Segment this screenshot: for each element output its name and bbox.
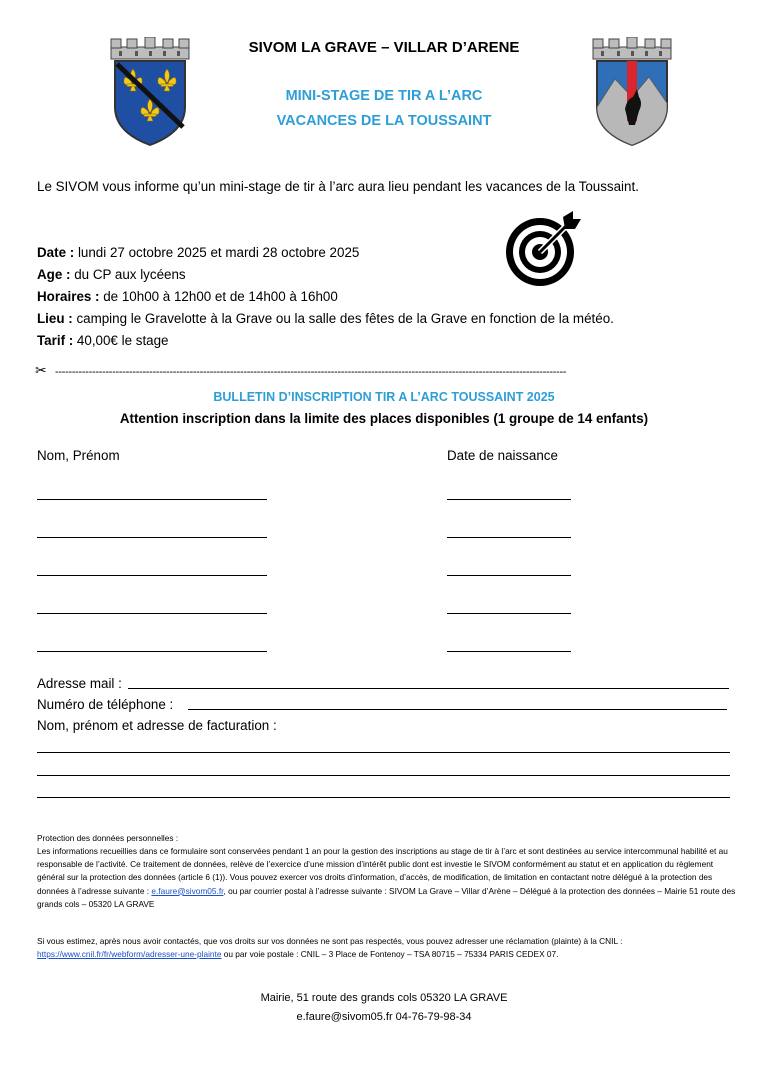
intro-text: Le SIVOM vous informe qu’un mini-stage de tir à l’arc aura lieu pendant les vacances de la Toussaint. — [37, 179, 639, 194]
privacy-email-link[interactable]: e.faure@sivom05.fr — [151, 885, 224, 896]
billing-field-1[interactable] — [37, 752, 730, 753]
coat-of-arms-right — [587, 37, 677, 147]
birth-field-4[interactable] — [447, 613, 571, 614]
birth-field-1[interactable] — [447, 499, 571, 500]
phone-field[interactable] — [188, 709, 727, 710]
name-field-5[interactable] — [37, 651, 267, 652]
detail-hours: Horaires : de 10h00 à 12h00 et de 14h00 à 16h00 — [37, 289, 338, 304]
billing-label: Nom, prénom et adresse de facturation : — [37, 718, 277, 733]
footer-address: Mairie, 51 route des grands cols 05320 LA GRAVE — [260, 992, 508, 1004]
email-field[interactable] — [128, 688, 729, 689]
detail-age: Age : du CP aux lycéens — [37, 267, 186, 282]
name-field-2[interactable] — [37, 537, 267, 538]
detail-place: Lieu : camping le Gravelotte à la Grave ou la salle des fêtes de la Grave en fonction de la météo. — [37, 311, 614, 326]
stage-title: MINI-STAGE DE TIR A L’ARC — [285, 88, 483, 104]
name-field-3[interactable] — [37, 575, 267, 576]
organization-name: SIVOM LA GRAVE – VILLAR D’ARENE — [248, 39, 520, 56]
privacy-paragraph-1: Les informations recueillies dans ce formulaire sont conservées pendant 1 an pour la gestion des inscriptions au stage de tir à l’arc et sont destinées au service intercommunal habilité et au responsable de l’activité. Ce traitement de données, relève de l’exercice d’une mission d’intérêt public dont est investie le SIVOM conformément au statut et en application du règlement général sur la protection des données (article 6 (1)). Vous pouvez exercer vos droits d’information, d’accès, de modification, de limitation en contactant notre délégué à la protection des données à l’adresse suivante : e.faure@sivom05.fr, ou par courrier postal à l’adresse suivante : SIVOM La Grave – Villar d’Arène – Délégué à la protection des données – Mairie 51 route des grands cols – 05320 LA GRAVE — [37, 846, 736, 909]
column-birthdate-label: Date de naissance — [447, 448, 558, 463]
column-name-label: Nom, Prénom — [37, 448, 120, 463]
footer-contact: e.faure@sivom05.fr 04-76-79-98-34 — [296, 1011, 472, 1023]
cnil-complaint-link[interactable]: https://www.cnil.fr/fr/webform/adresser-une-plainte — [37, 949, 222, 960]
privacy-heading: Protection des données personnelles : — [37, 833, 179, 843]
billing-field-2[interactable] — [37, 775, 730, 776]
privacy-paragraph-2: Si vous estimez, après nous avoir contactés, que vos droits sur vos données ne sont pas respectés, vous pouvez adresser une réclamation (plainte) à la CNIL : https://www.cnil.fr/fr/webform/adresser-une-plainte ou par voie postale : CNIL – 3 Place de Fontenoy – TSA 80715 – 75334 PARIS CEDEX 07. — [37, 936, 623, 960]
detail-price: Tarif : 40,00€ le stage — [37, 333, 169, 348]
billing-field-3[interactable] — [37, 797, 730, 798]
cut-line: -------------------------------------------------------------------------------------------------------------------------------------------------------- — [55, 366, 567, 378]
email-label: Adresse mail : — [37, 676, 122, 691]
scissors-icon: ✂ — [35, 363, 47, 379]
target-icon — [503, 209, 583, 289]
birth-field-3[interactable] — [447, 575, 571, 576]
attention-notice: Attention inscription dans la limite des places disponibles (1 groupe de 14 enfants) — [119, 411, 649, 426]
birth-field-5[interactable] — [447, 651, 571, 652]
name-field-1[interactable] — [37, 499, 267, 500]
bulletin-title: BULLETIN D’INSCRIPTION TIR A L’ARC TOUSSAINT 2025 — [213, 390, 555, 404]
phone-label: Numéro de téléphone : — [37, 697, 174, 712]
detail-date: Date : lundi 27 octobre 2025 et mardi 28 octobre 2025 — [37, 245, 360, 260]
birth-field-2[interactable] — [447, 537, 571, 538]
name-field-4[interactable] — [37, 613, 267, 614]
stage-subtitle: VACANCES DE LA TOUSSAINT — [276, 113, 492, 129]
